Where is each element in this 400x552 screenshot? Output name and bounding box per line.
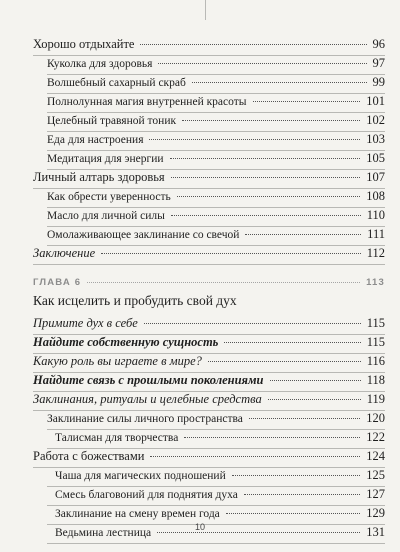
toc-entry-page: 96 [372,37,385,51]
toc-section-previous-chapter [33,37,385,265]
dot-leader [140,44,366,45]
chapter-page: 113 [366,276,385,288]
toc-entry-title: Еда для настроения [47,134,144,146]
toc-entry [33,316,385,335]
toc-entry-title: Куколка для здоровья [47,58,153,70]
toc-entry-title: Заклинания, ритуалы и целебные средства [33,392,262,406]
top-divider [205,0,206,20]
toc-entry-title: Найдите собственную сущность [33,335,219,349]
toc-entry-page: 129 [366,506,385,520]
toc-entry [33,246,385,265]
toc-section-chapter-6 [33,316,385,544]
toc-entry-page: 131 [366,525,385,539]
toc-entry-page: 124 [366,449,385,463]
toc-entry-page: 97 [372,56,385,70]
dot-leader [232,475,361,476]
dot-leader [245,234,361,235]
dot-leader [226,513,360,514]
table-of-contents [33,37,385,544]
toc-entry [33,335,385,354]
toc-entry [33,151,385,170]
toc-entry-page: 115 [366,335,385,349]
toc-entry-page: 116 [366,354,385,368]
toc-entry-page: 105 [366,151,385,165]
toc-entry-title: Чаша для магических подношений [55,470,226,482]
dot-leader [184,437,360,438]
dot-leader [87,282,360,283]
toc-entry [33,208,385,227]
dot-leader [171,215,361,216]
toc-entry [33,94,385,113]
toc-entry-page: 119 [366,392,385,406]
toc-entry [33,449,385,468]
toc-entry-page: 118 [366,373,385,387]
dot-leader [170,158,361,159]
dot-leader [177,196,360,197]
toc-entry [33,170,385,189]
toc-entry-page: 101 [366,94,385,108]
toc-entry [33,37,385,56]
dot-leader [171,177,361,178]
dot-leader [192,82,367,83]
toc-entry [33,132,385,151]
toc-entry-page: 103 [366,132,385,146]
toc-entry [33,430,385,449]
toc-entry [33,468,385,487]
toc-entry-title: Полнолунная магия внутренней красоты [47,96,247,108]
toc-entry [33,354,385,373]
toc-entry-page: 108 [366,189,385,203]
toc-entry-title: Хорошо отдыхайте [33,37,135,51]
toc-entry-title: Примите дух в себе [33,316,138,330]
toc-entry [33,75,385,94]
toc-entry-page: 125 [366,468,385,482]
toc-entry [33,113,385,132]
dot-leader [249,418,360,419]
toc-entry-page: 102 [366,113,385,127]
toc-entry-title: Смесь благовоний для поднятия духа [55,489,238,501]
dot-leader [253,101,361,102]
toc-entry-page: 99 [372,75,385,89]
chapter-label: ГЛАВА 6 [33,276,82,288]
toc-entry-title: Найдите связь с прошлыми поколениями [33,373,264,387]
toc-entry [33,487,385,506]
dot-leader [208,361,361,362]
toc-entry-title: Ведьмина лестница [55,527,152,539]
toc-entry-page: 115 [366,316,385,330]
toc-entry [33,373,385,392]
chapter-header [33,273,385,291]
toc-entry-title: Талисман для творчества [55,432,179,444]
toc-entry-title: Волшебный сахарный скраб [47,77,186,89]
dot-leader [244,494,360,495]
toc-entry [33,56,385,75]
toc-entry-title: Заклинание силы личного пространства [47,413,243,425]
toc-entry-page: 112 [366,246,385,260]
dot-leader [268,399,361,400]
dot-leader [157,532,360,533]
toc-entry-page: 122 [366,430,385,444]
toc-entry-page: 107 [366,170,385,184]
page-number: 10 [194,522,205,532]
toc-entry-title: Омолаживающее заклинание со свечой [47,229,240,241]
toc-entry-title: Заключение [33,246,96,260]
toc-entry-title: Какую роль вы играете в мире? [33,354,202,368]
toc-entry-page: 127 [366,487,385,501]
toc-entry-page: 120 [366,411,385,425]
toc-entry-page: 111 [367,227,385,241]
toc-entry-title: Целебный травяной тоник [47,115,177,127]
dot-leader [150,456,360,457]
toc-entry-title: Личный алтарь здоровья [33,170,165,184]
chapter-title: Как исцелить и пробудить свой дух [33,293,237,308]
dot-leader [270,380,361,381]
dot-leader [158,63,366,64]
toc-entry-title: Как обрести уверенность [47,191,171,203]
toc-entry-title: Масло для личной силы [47,210,165,222]
toc-entry-title: Медитация для энергии [47,153,164,165]
toc-entry [33,392,385,411]
toc-entry [33,189,385,208]
toc-entry-title: Заклинание на смену времен года [55,508,220,520]
toc-entry-page: 110 [366,208,385,222]
toc-entry [33,227,385,246]
dot-leader [224,342,360,343]
dot-leader [149,139,360,140]
dot-leader [101,253,361,254]
toc-entry [33,411,385,430]
dot-leader [144,323,361,324]
dot-leader [182,120,360,121]
toc-entry-title: Работа с божествами [33,449,145,463]
